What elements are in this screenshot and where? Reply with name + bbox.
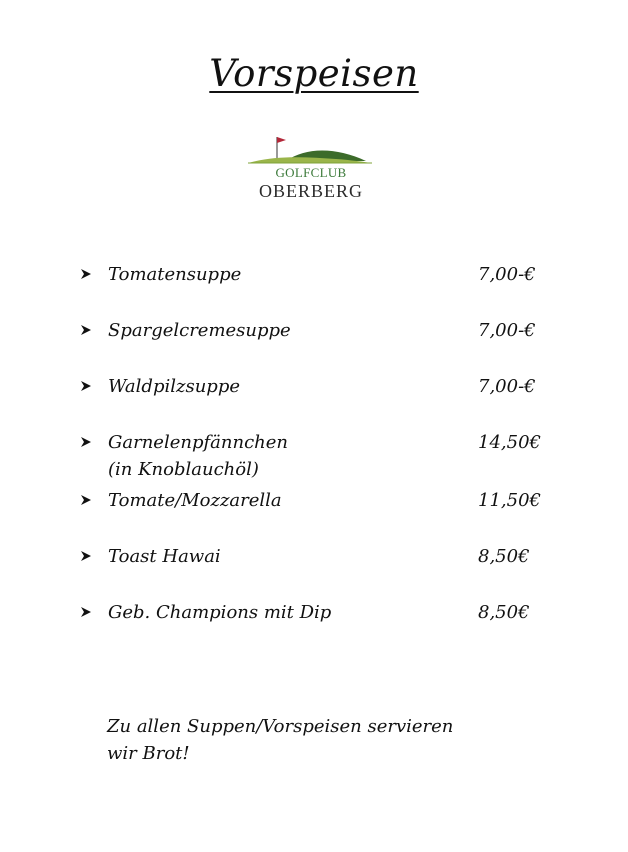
- arrowhead-bullet-icon: [80, 324, 92, 336]
- arrowhead-bullet-icon: [80, 268, 92, 280]
- footer-note: [107, 713, 453, 767]
- item-price: 14,50€: [478, 432, 541, 453]
- item-price: 11,50€: [478, 490, 541, 511]
- list-item: [80, 262, 560, 318]
- item-price: 7,00-€: [478, 320, 536, 341]
- item-price: 8,50€: [478, 602, 530, 623]
- list-item: [80, 430, 560, 488]
- list-item: [80, 318, 560, 374]
- item-name: Garnelenpfännchen: [108, 432, 288, 453]
- footer-line: wir Brot!: [107, 743, 190, 764]
- logo-text-golfclub: GOLFCLUB: [275, 165, 347, 180]
- item-name: Tomatensuppe: [108, 264, 242, 285]
- item-price: 7,00-€: [478, 376, 536, 397]
- item-price: 7,00-€: [478, 264, 536, 285]
- page-title: Vorspeisen: [209, 52, 419, 95]
- arrowhead-bullet-icon: [80, 550, 92, 562]
- item-name: Waldpilzsuppe: [108, 376, 240, 397]
- item-price: 8,50€: [478, 546, 530, 567]
- arrowhead-bullet-icon: [80, 606, 92, 618]
- list-item: [80, 600, 560, 656]
- arrowhead-bullet-icon: [80, 380, 92, 392]
- item-note: (in Knoblauchöl): [108, 459, 259, 480]
- list-item: [80, 374, 560, 430]
- item-name: Toast Hawai: [108, 546, 221, 567]
- list-item: [80, 488, 560, 544]
- list-item: [80, 544, 560, 600]
- arrowhead-bullet-icon: [80, 494, 92, 506]
- arrowhead-bullet-icon: [80, 436, 92, 448]
- menu-list: [80, 262, 560, 656]
- item-name: Tomate/Mozzarella: [108, 490, 282, 511]
- logo-text-oberberg: OBERBERG: [258, 181, 363, 201]
- item-name: Geb. Champions mit Dip: [108, 602, 332, 623]
- item-name: Spargelcremesuppe: [108, 320, 291, 341]
- footer-line: Zu allen Suppen/Vorspeisen servieren: [107, 716, 454, 737]
- golfclub-logo: [246, 135, 376, 207]
